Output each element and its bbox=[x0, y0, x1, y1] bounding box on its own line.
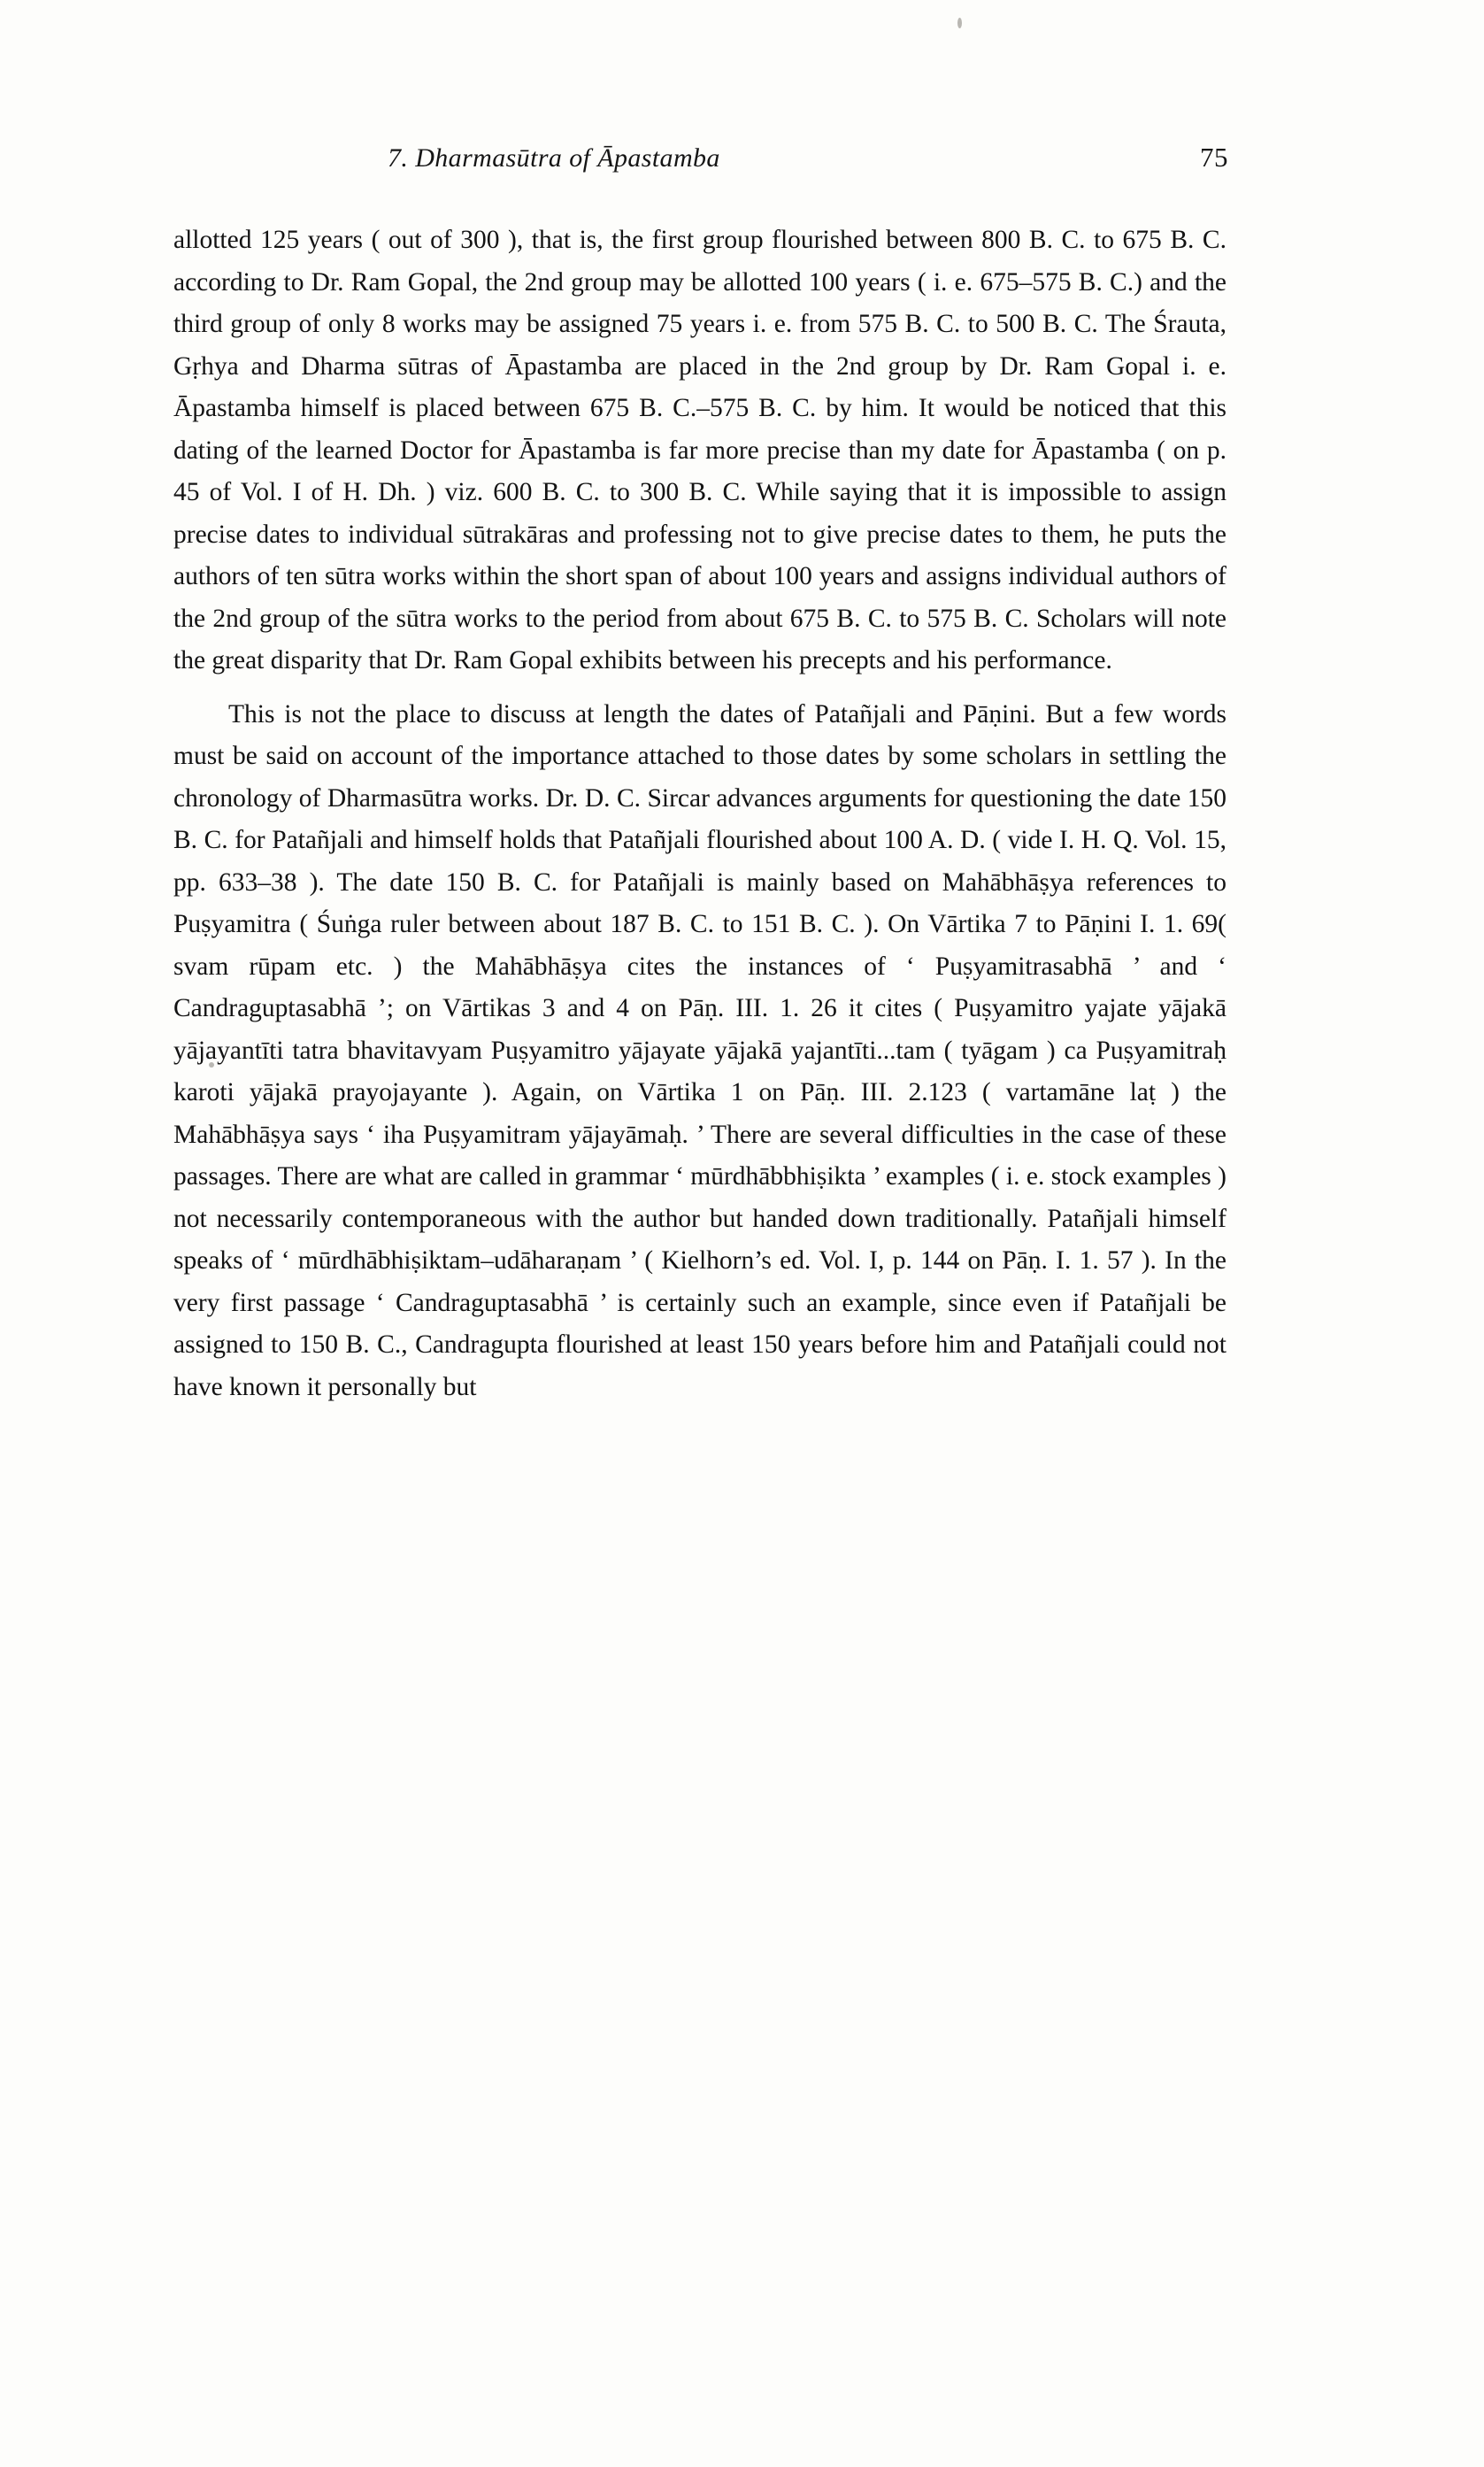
paragraph: allotted 125 years ( out of 300 ), that is, the first group flourished between 800 B. C. to 675 B. C. according to Dr. Ram Gopal, the 2nd group may be allotted 100 years ( i. e. 675–575 B. C.) and the third group of only 8 works may be assigned 75 years i. e. from 575 B. C. to 500 B. C. The Śrauta, Gṛhya and Dharma sūtras of Āpastamba are placed in the 2nd group by Dr. Ram Gopal i. e. Āpastamba himself is placed between 675 B. C.–575 B. C. by him. It would be noticed that this dating of the learned Doctor for Āpastamba is far more precise than my date for Āpastamba ( on p. 45 of Vol. I of H. Dh. ) viz. 600 B. C. to 300 B. C. While saying that it is impossible to assign precise dates to individual sūtrakāras and professing not to give precise dates to them, he puts the authors of ten sūtra works within the short span of about 100 years and assigns individual authors of the 2nd group of the sūtra works to the period from about 675 B. C. to 575 B. C. Scholars will note the great disparity that Dr. Ram Gopal exhibits between his precepts and his performance. bbox=[173, 226, 1226, 675]
paragraph: This is not the place to discuss at length the dates of Patañjali and Pāṇini. But a few words must be said on account of the importance attached to those dates by some scholars in settling the chronology of Dharmasūtra works. Dr. D. C. Sircar advances arguments for questioning the date 150 B. C. for Patañjali and himself holds that Patañjali flourished about 100 A. D. ( vide I. H. Q. Vol. 15, pp. 633–38 ). The date 150 B. C. for Patañjali is mainly based on Mahābhāṣya references to Puṣyamitra ( Śuṅga ruler between about 187 B. C. to 151 B. C. ). On Vārtika 7 to Pāṇini I. 1. 69( svam rūpam etc. ) the Mahābhāṣya cites the instances of ‘ Puṣyamitrasabhā ’ and ‘ Candraguptasabhā ’; on Vārtikas 3 and 4 on Pāṇ. III. 1. 26 it cites ( Puṣyamitro yajate yājakā yājayantīti tatra bhavitavyam Puṣyamitro yājayate yājakā yajantīti...tam ( tyāgam ) ca Puṣyamitraḥ karoti yājakā prayojayante ). Again, on Vārtika 1 on Pāṇ. III. 2.123 ( vartamāne laṭ ) the Mahābhāṣya says ‘ iha Puṣyamitram yājayāmaḥ. ’ There are several difficulties in the case of these passages. There are what are called in grammar ‘ mūrdhābbhiṣikta ’ examples ( i. e. stock examples ) not necessarily contemporaneous with the author but handed down traditionally. Patañjali himself speaks of ‘ mūrdhābhiṣiktam–udāharaṇam ’ ( Kielhorn’s ed. Vol. I, p. 144 on Pāṇ. I. 1. 57 ). In the very first passage ‘ Candraguptasabhā ’ is certainly such an example, since even if Patañjali be assigned to 150 B. C., Candragupta flourished at least 150 years before him and Patañjali could not have known it personally but bbox=[173, 699, 1226, 1401]
running-head: 7. Dharmasūtra of Āpastamba bbox=[388, 143, 720, 173]
page-number: 75 bbox=[1200, 142, 1228, 173]
page-speck bbox=[957, 18, 962, 28]
page-header bbox=[184, 142, 1228, 173]
page-content bbox=[173, 142, 1235, 1408]
body-text bbox=[173, 220, 1226, 1408]
